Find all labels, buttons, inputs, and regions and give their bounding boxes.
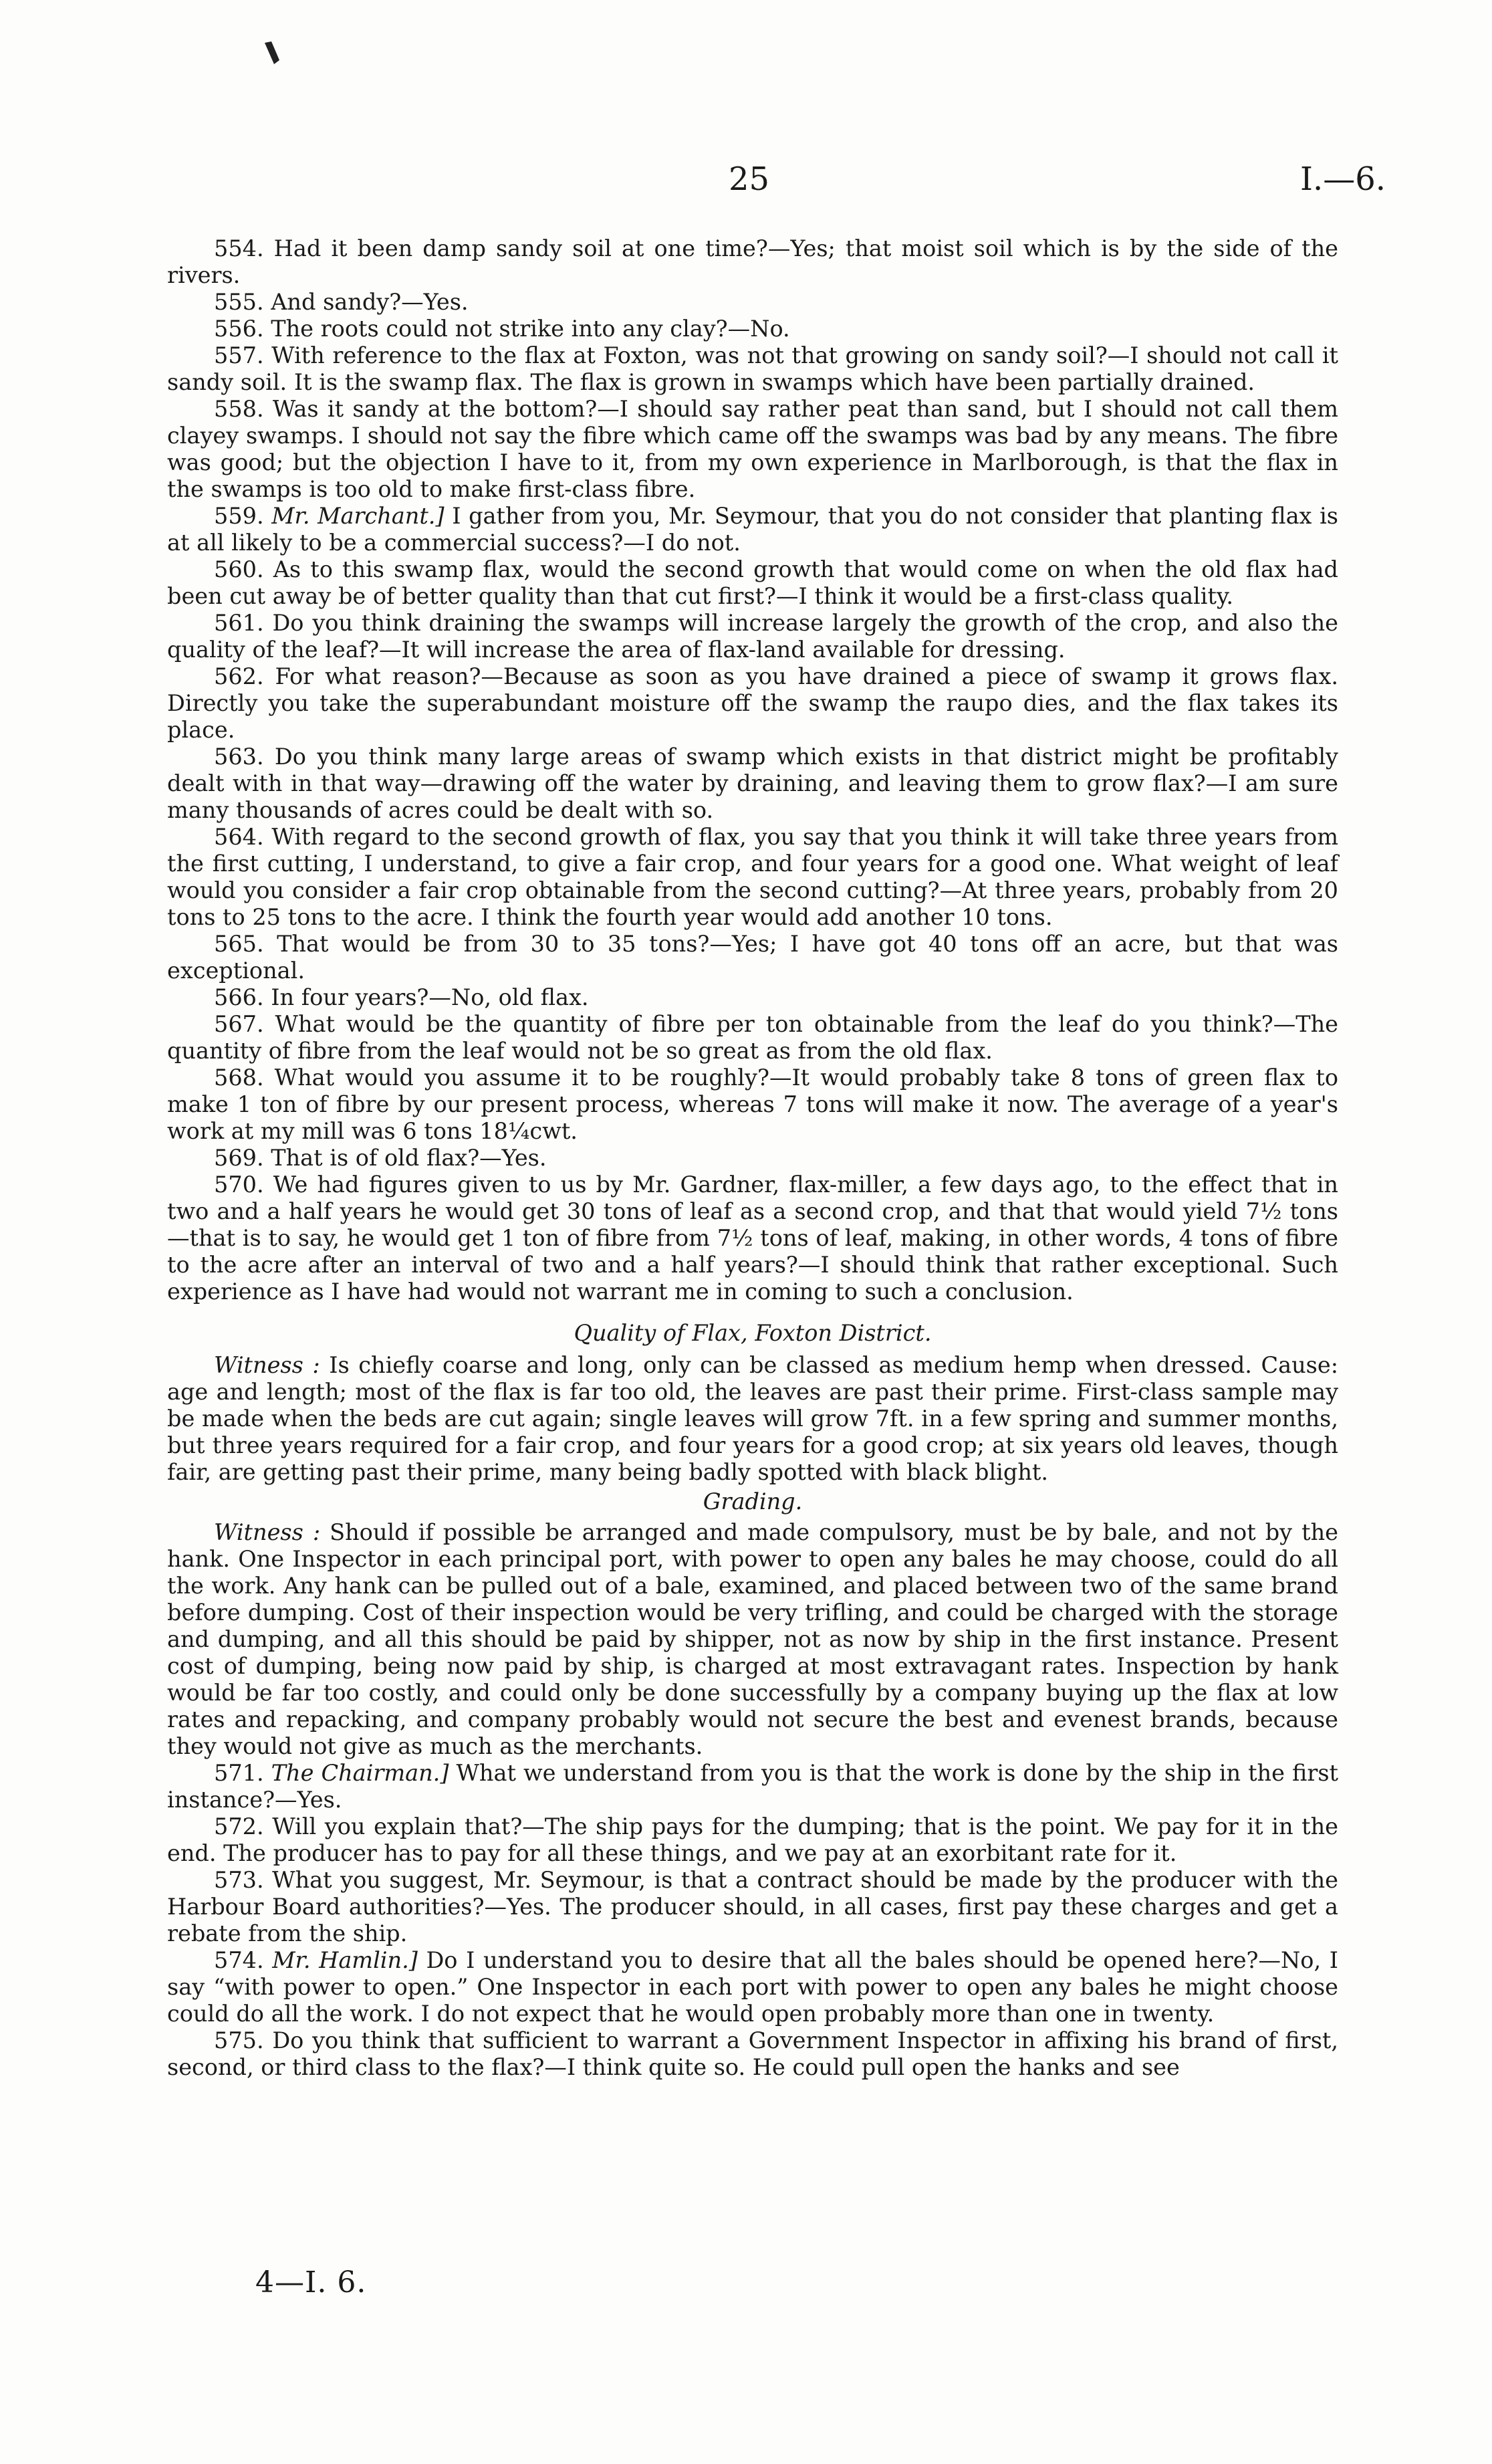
page-number: 25 [729,160,770,198]
paragraph: 556. The roots could not strike into any clay?—No. [214,316,790,342]
paragraph: 565. That would be from 30 to 35 tons?—Yes; I have got 40 tons off an acre, but that was exceptional. [167,931,1338,984]
page-header [0,160,1492,214]
paragraph: 564. With regard to the second growth of flax, you say that you think it will take three years from the first cutting, I understand, to give a fair crop, and four years for a good one. What weight of leaf would you consider a fair crop obtainable from the second cutting?—At three years, probably from 20 tons to 25 tons to the acre. I think the fourth year would add another 10 tons. [167,824,1338,930]
ink-mark [262,40,282,67]
section-heading-quality: Quality of Flax, Foxton District. [574,1320,932,1346]
paragraph: 563. Do you think many large areas of swamp which exists in that district might be profitably dealt with in that way—drawing off the water by draining, and leaving them to grow flax?—I am sure many thousands of acres could be dealt with so. [167,744,1338,823]
paragraph: 569. That is of old flax?—Yes. [214,1145,547,1171]
paragraph: 572. Will you explain that?—The ship pays for the dumping; that is the point. We pay for it in the end. The producer has to pay for all these things, and we pay at an exorbitant rate for it. [167,1813,1338,1866]
paragraph-571: 571. The Chairman.] What we understand from you is that the work is done by the ship in the first instance?—Yes. [167,1760,1339,1813]
paragraph-559: 559. Mr. Marchant.] I gather from you, Mr. Seymour, that you do not consider that planting flax is at all likely to be a commercial success?—I do not. [167,503,1338,556]
witness-label: Witness : [214,1519,321,1545]
paragraph: 561. Do you think draining the swamps will increase largely the growth of the crop, and also the quality of the leaf?—It will increase the area of flax-land available for dressing. [167,610,1338,663]
speaker: Mr. Marchant.] [271,503,445,529]
grading-paragraph: Witness : Should if possible be arranged and made compulsory, must be by bale, and not by the hank. One Inspector in each principal port, with power to open any bales he may choose, could do all the work. Any hank can be pulled out of a bale, examined, and placed between two of the same brand before dumping. Cost of their inspection would be very trifling, and could be charged with the storage and dumping, and all this should be paid by shipper, not as now by ship in the first instance. Present cost of dumping, being now paid by ship, is charged at most extravagant rates. Inspection by hank would be far too costly, and could only be done successfully by a company buying up the flax at low rates and repacking, and company probably would not secure the best and evenest brands, because they would not give as much as the merchants. [167,1519,1338,1759]
paragraph: 554. Had it been damp sandy soil at one time?—Yes; that moist soil which is by the side of the rivers. [167,235,1338,288]
page-body [167,235,1338,2081]
paragraph-group-a [167,235,1338,503]
paragraph: 560. As to this swamp flax, would the second growth that would come on when the old flax had been cut away be of better quality than that cut first?—I think it would be a first-class quality. [167,556,1338,609]
speaker: Mr. Hamlin.] [272,1947,418,1973]
paragraph: 570. We had figures given to us by Mr. Gardner, flax-miller, a few days ago, to the effect that in two and a half years he would get 30 tons of leaf as a second crop, and that that would yield 7½ tons—that is to say, he would get 1 ton of fibre from 7½ tons of leaf, making, in other words, 4 tons of fibre to the acre after an interval of two and a half years?—I should think that rather exceptional. Such experience as I have had would not warrant me in coming to such a conclusion. [167,1171,1338,1305]
paragraph-575: 575. Do you think that sufficient to warrant a Government Inspector in affixing his brand of first, second, or third class to the flax?—I think quite so. He could pull open the hanks and see [167,2027,1338,2080]
paragraph: 555. And sandy?—Yes. [214,289,469,315]
paragraph: 557. With reference to the flax at Foxton, was not that growing on sandy soil?—I should not call it sandy soil. It is the swamp flax. The flax is grown in swamps which have been partially drained. [167,342,1338,395]
paragraph: 567. What would be the quantity of fibre per ton obtainable from the leaf do you think?—The quantity of fibre from the leaf would not be so great as from the old flax. [167,1011,1338,1064]
signature-footer: 4—I. 6. [255,2265,367,2300]
witness-label: Witness : [214,1352,320,1378]
paragraph: 566. In four years?—No, old flax. [214,984,589,1010]
paragraph: 562. For what reason?—Because as soon as you have drained a piece of swamp it grows flax. Directly you take the superabundant moisture off the swamp the raupo dies, and the flax takes its place. [167,663,1338,743]
quality-paragraph: Witness : Is chiefly coarse and long, only can be classed as medium hemp when dressed. Cause: age and length; most of the flax is far too old, the leaves are past their prime. First-class sample may be made when the beds are cut again; single leaves will grow 7ft. in a few spring and summer months, but three years required for a fair crop, and four years for a good crop; at six years old leaves, though fair, are getting past their prime, many being badly spotted with black blight. [167,1352,1338,1485]
paragraph: 573. What you suggest, Mr. Seymour, is that a contract should be made by the producer with the Harbour Board authorities?—Yes. The producer should, in all cases, first pay these charges and get a rebate from the ship. [167,1867,1338,1946]
speaker: The Chairman.] [271,1760,449,1786]
paragraph: 558. Was it sandy at the bottom?—I should say rather peat than sand, but I should not call them clayey swamps. I should not say the fibre which came off the swamps was bad by any means. The fibre was good; but the objection I have to it, from my own experience in Marlborough, is that the flax in the swamps is too old to make first-class fibre. [167,396,1338,502]
paragraph-group-c [167,1813,1338,1947]
paragraph-574: 574. Mr. Hamlin.] Do I understand you to desire that all the bales should be opened here?—No, I say “with power to open.” One Inspector in each port with power to open any bales he might choose could do all the work. I do not expect that he would open probably more than one in twenty. [167,1947,1338,2027]
section-heading-grading: Grading. [703,1488,803,1515]
paragraph-group-b [167,556,1338,1305]
paragraph: 568. What would you assume it to be roughly?—It would probably take 8 tons of green flax to make 1 ton of fibre by our present process, whereas 7 tons will make it now. The average of a year's work at my mill was 6 tons 18¼cwt. [167,1065,1338,1144]
document-reference: I.—6. [1300,160,1386,198]
